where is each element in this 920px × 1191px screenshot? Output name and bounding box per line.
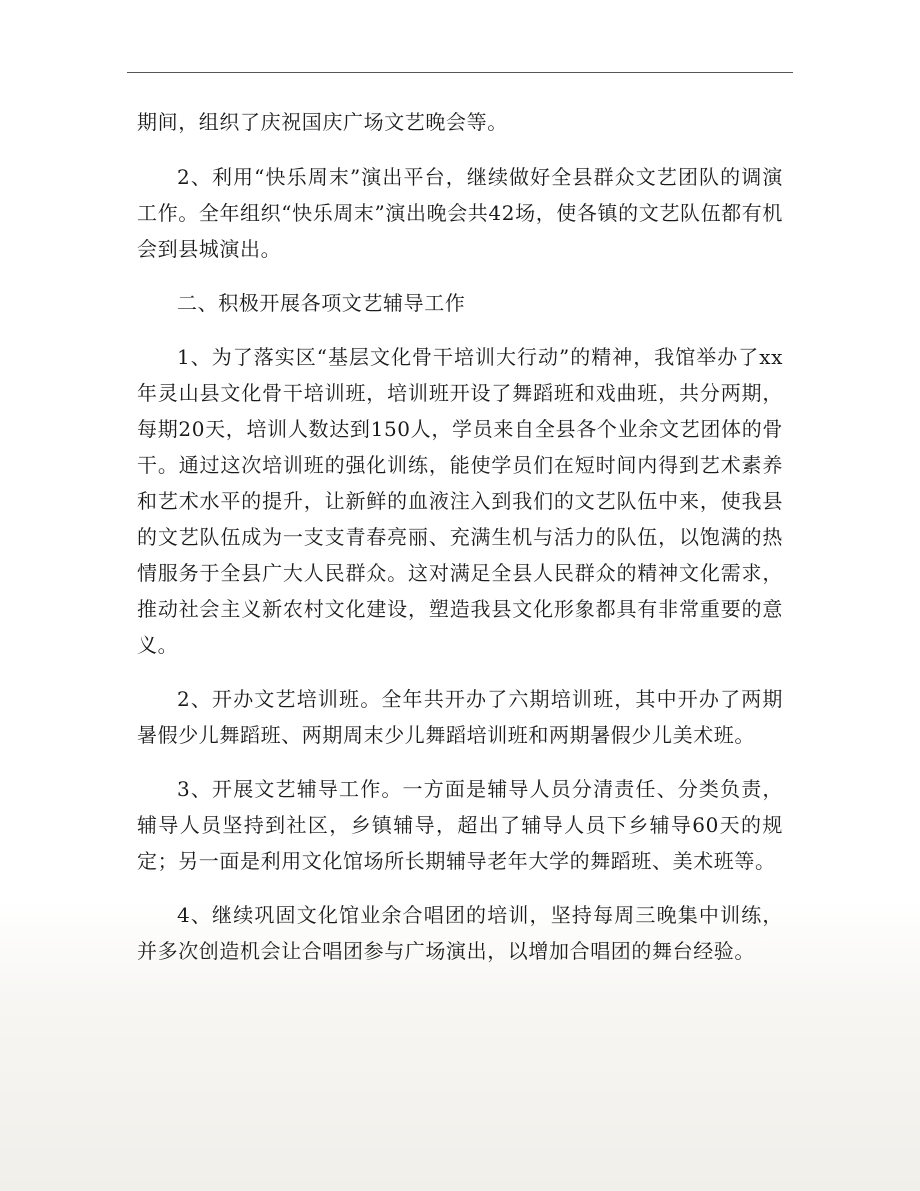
- paragraph-continuation: 期间，组织了庆祝国庆广场文艺晚会等。: [137, 110, 508, 134]
- section-heading-wenyi-fudao: 二、积极开展各项文艺辅导工作: [177, 291, 466, 315]
- paragraph-item-2-kuaile-zhoumo: 2、利用“快乐周末”演出平台，继续做好全县群众文艺团队的调演工作。全年组织“快乐周末”演出晚会共42场，使各镇的文艺队伍都有机会到县城演出。: [137, 165, 783, 261]
- paragraph-item-1-training: 1、为了落实区“基层文化骨干培训大行动”的精神，我馆举办了xx年灵山县文化骨干培训班，培训班开设了舞蹈班和戏曲班，共分两期，每期20天，培训人数达到150人，学员来自全县各个业余文艺团体的骨干。通过这次培训班的强化训练，能使学员们在短时间内得到艺术素养和艺术水平的提升，让新鲜的血液注入到我们的文艺队伍中来，使我县的文艺队伍成为一支支青春亮丽、充满生机与活力的队伍，以饱满的热情服务于全县广大人民群众。这对满足全县人民群众的精神文化需求，推动社会主义新农村文化建设，塑造我县文化形象都具有非常重要的意义。: [137, 345, 783, 657]
- paragraph-item-3-guidance: 3、开展文艺辅导工作。一方面是辅导人员分清责任、分类负责，辅导人员坚持到社区，乡镇辅导，超出了辅导人员下乡辅导60天的规定；另一面是利用文化馆场所长期辅导老年大学的舞蹈班、美术班等。: [137, 777, 783, 873]
- paragraph-item-2-classes: 2、开办文艺培训班。全年共开办了六期培训班，其中开办了两期暑假少儿舞蹈班、两期周末少儿舞蹈培训班和两期暑假少儿美术班。: [137, 687, 783, 747]
- paragraph-item-4-choir: 4、继续巩固文化馆业余合唱团的培训，坚持每周三晚集中训练，并多次创造机会让合唱团参与广场演出，以增加合唱团的舞台经验。: [137, 903, 783, 963]
- document-body: [137, 104, 783, 987]
- header-divider: [127, 72, 793, 73]
